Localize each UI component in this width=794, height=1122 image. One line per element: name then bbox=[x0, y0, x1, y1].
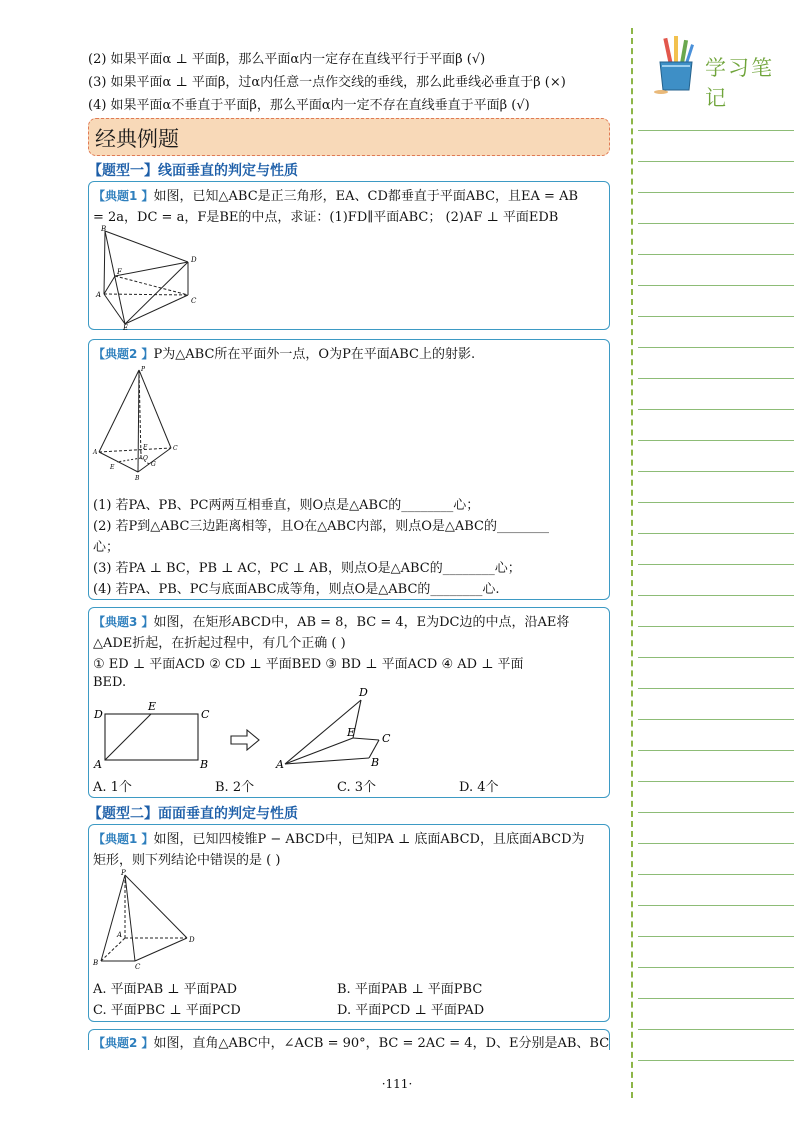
example-tag: 【典题3 】 bbox=[93, 615, 154, 629]
example-text: ① ED ⊥ 平面ACD ② CD ⊥ 平面BED ③ BD ⊥ 平面ACD ④ AD ⊥ 平面 bbox=[93, 657, 524, 672]
option-a: A. 1个 bbox=[93, 780, 132, 795]
point-label: C bbox=[382, 732, 391, 745]
intro-line: (2) 如果平面α ⊥ 平面β，那么平面α内一定存在直线平行于平面β (√) bbox=[88, 52, 486, 67]
question-item: (3) 若PA ⊥ BC，PB ⊥ AC，PC ⊥ AB，则点O是△ABC的________心； bbox=[93, 561, 521, 576]
example-box-t1e3 bbox=[88, 607, 610, 798]
question-item: (4) 若PA、PB、PC与底面ABC成等角，则点O是△ABC的________心. bbox=[93, 582, 500, 597]
option-a: A. 平面PAB ⊥ 平面PAD bbox=[93, 982, 238, 997]
point-label: F bbox=[143, 444, 148, 451]
point-label: D bbox=[94, 708, 103, 721]
point-label: A bbox=[117, 931, 123, 939]
point-label: A bbox=[94, 758, 102, 771]
point-label: B bbox=[371, 756, 380, 769]
point-label: P bbox=[121, 869, 126, 877]
option-c: C. 平面PBC ⊥ 平面PCD bbox=[93, 1003, 241, 1018]
point-label: C bbox=[191, 297, 197, 305]
example-text: 如图，已知△ABC是正三角形，EA、CD都垂直于平面ABC，且EA = AB bbox=[153, 189, 579, 204]
point-label: E bbox=[123, 324, 129, 332]
point-label: P bbox=[141, 366, 146, 373]
example-text: △ADE折起，在折起过程中，有几个正确 ( ) bbox=[93, 636, 346, 651]
point-label: E bbox=[347, 726, 356, 739]
intro-line: (3) 如果平面α ⊥ 平面β，过α内任意一点作交线的垂线，那么此垂线必垂直于β (×) bbox=[88, 75, 566, 90]
example-box-t1e2 bbox=[88, 339, 610, 600]
point-label: A bbox=[276, 758, 284, 771]
example-box-t1e1 bbox=[88, 181, 610, 330]
question-item: (1) 若PA、PB、PC两两互相垂直，则O点是△ABC的________心； bbox=[93, 498, 480, 513]
section-title: 经典例题 bbox=[95, 127, 179, 151]
example-tag: 【典题2 】 bbox=[93, 1036, 154, 1050]
figure-pyramid bbox=[93, 871, 213, 971]
point-label: A bbox=[96, 291, 102, 299]
section-banner bbox=[88, 118, 610, 156]
point-label: E bbox=[148, 700, 157, 713]
notes-divider bbox=[631, 28, 633, 1098]
example-tag: 【典题1 】 bbox=[93, 189, 154, 203]
point-label: D bbox=[359, 686, 368, 699]
point-label: G bbox=[151, 461, 156, 468]
option-d: D. 平面PCD ⊥ 平面PAD bbox=[337, 1003, 485, 1018]
point-label: D bbox=[191, 256, 197, 264]
intro-block bbox=[88, 48, 610, 117]
figure-tetrahedron bbox=[93, 366, 193, 486]
point-label: C bbox=[135, 963, 141, 971]
option-b: B. 平面PAB ⊥ 平面PBC bbox=[337, 982, 483, 997]
point-label: B bbox=[200, 758, 209, 771]
point-label: E bbox=[110, 464, 115, 471]
figure-rectangle-fold bbox=[93, 686, 393, 772]
example-text: 如图，已知四棱锥P − ABCD中，已知PA ⊥ 底面ABCD，且底面ABCD为 bbox=[153, 832, 585, 847]
point-label: F bbox=[117, 268, 122, 276]
intro-line: (4) 如果平面α不垂直于平面β，那么平面α内一定不存在直线垂直于平面β (√) bbox=[88, 98, 530, 113]
figure-prism bbox=[93, 226, 213, 331]
question-item: (2) 若P到△ABC三边距离相等，且O在△ABC内部，则点O是△ABC的________ bbox=[93, 519, 549, 534]
type1-title: 【题型一】线面垂直的判定与性质 bbox=[88, 163, 298, 179]
example-box-t2e2 bbox=[88, 1029, 610, 1050]
point-label: D bbox=[189, 936, 195, 944]
example-text: 如图，直角△ABC中，∠ACB = 90°，BC = 2AC = 4，D、E分别是AB、BC bbox=[153, 1036, 610, 1051]
point-label: O bbox=[143, 455, 148, 462]
example-box-t2e1 bbox=[88, 824, 610, 1022]
example-text: 矩形，则下列结论中错误的是 ( ) bbox=[93, 853, 281, 868]
notes-title: 学习笔记 bbox=[705, 56, 774, 110]
example-text: = 2a，DC = a，F是BE的中点，求证：(1)FD∥平面ABC； (2)AF ⊥ 平面EDB bbox=[93, 210, 559, 225]
point-label: A bbox=[93, 449, 98, 456]
example-tag: 【典题2 】 bbox=[93, 347, 154, 361]
example-tag: 【典题1 】 bbox=[93, 832, 154, 846]
pencil-cup-icon bbox=[652, 36, 698, 94]
option-b: B. 2个 bbox=[215, 780, 255, 795]
point-label: C bbox=[201, 708, 210, 721]
point-label: C bbox=[173, 445, 178, 452]
type2-title: 【题型二】面面垂直的判定与性质 bbox=[88, 806, 298, 822]
option-d: D. 4个 bbox=[459, 780, 499, 795]
example-text: 如图，在矩形ABCD中，AB = 8，BC = 4，E为DC边的中点，沿AE将 bbox=[153, 615, 570, 630]
option-c: C. 3个 bbox=[337, 780, 377, 795]
point-label: B bbox=[135, 475, 140, 482]
example-text: P为△ABC所在平面外一点，O为P在平面ABC上的射影. bbox=[153, 347, 476, 362]
page-number: ·111· bbox=[381, 1077, 413, 1091]
question-item: 心； bbox=[93, 540, 120, 555]
point-label: B bbox=[93, 959, 99, 967]
point-label: B bbox=[101, 225, 107, 233]
example-text: BED. bbox=[93, 675, 127, 690]
